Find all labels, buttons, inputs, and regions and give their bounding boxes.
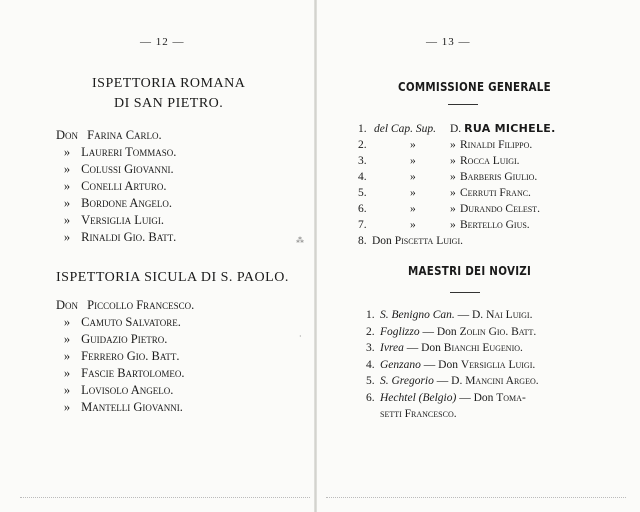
entry-prefix: Don	[56, 298, 79, 312]
list-item	[366, 340, 539, 357]
ditto-mark: »	[63, 213, 71, 227]
entry-name: Guidazio Pietro.	[81, 332, 168, 346]
list-item	[56, 331, 194, 348]
entry-number: 5.	[366, 375, 375, 387]
list-item	[358, 153, 628, 169]
entry-name: Bertello Gius.	[460, 219, 530, 231]
entry-name: Camuto Salvatore.	[81, 315, 181, 329]
list-item	[56, 212, 176, 229]
ditto-mark: »	[63, 315, 71, 329]
list-item	[56, 127, 176, 144]
entry-number: 6.	[358, 203, 367, 215]
list-item	[358, 185, 628, 201]
list-item	[56, 399, 194, 416]
entry-separator: — D.	[454, 309, 487, 321]
entry-separator: — Don	[403, 342, 444, 354]
page-edge-line	[326, 497, 626, 498]
list-item	[366, 406, 539, 423]
list-item	[56, 195, 176, 212]
ditto-mark: »	[63, 349, 71, 363]
section-title-sicula: ISPETTORIA SICULA DI S. PAOLO.	[56, 270, 289, 285]
entry-continuation: setti Francesco.	[380, 408, 457, 420]
ditto-mark: »	[63, 383, 71, 397]
page-edge-line	[20, 497, 310, 498]
entry-name: Rinaldi Gio. Batt.	[81, 230, 177, 244]
list-item	[366, 373, 539, 390]
entry-name: Fascie Bartolomeo.	[81, 366, 185, 380]
entry-name: Lovisolo Angelo.	[81, 383, 174, 397]
entry-place: Ivrea	[380, 342, 404, 354]
list-item	[366, 357, 539, 374]
list-item	[358, 201, 628, 217]
entry-role: del Cap. Sup.	[374, 123, 436, 135]
list-item	[56, 382, 194, 399]
list-item	[358, 137, 628, 153]
sicula-list	[56, 297, 194, 416]
entry-number: 2.	[366, 325, 375, 338]
entry-place: S. Gregorio	[380, 375, 434, 387]
list-item	[366, 390, 539, 407]
ditto-mark: »	[410, 171, 416, 183]
ditto-mark: »	[410, 139, 416, 151]
maestri-heading: MAESTRI DEI NOVIZI	[408, 264, 532, 278]
ditto-mark: »	[63, 332, 71, 346]
ditto-mark: »	[63, 162, 71, 176]
page-number-right: — 13 —	[426, 36, 471, 48]
heading-rule	[448, 104, 478, 105]
entry-number: 7.	[358, 219, 367, 231]
ditto-mark: »	[450, 155, 456, 167]
list-item	[366, 324, 539, 341]
entry-separator: — Don	[456, 391, 497, 404]
entry-name: Bordone Angelo.	[81, 196, 173, 210]
ditto-mark: »	[410, 219, 416, 231]
entry-number: 2.	[358, 139, 367, 151]
entry-name: Laureri Tommaso.	[81, 145, 177, 159]
ditto-mark: »	[63, 400, 71, 414]
ditto-mark: »	[410, 155, 416, 167]
commissione-list	[358, 121, 628, 249]
entry-number: 1.	[358, 123, 367, 135]
ditto-mark: »	[63, 366, 71, 380]
entry-number: 6.	[366, 391, 375, 404]
entry-name: Durando Celest.	[460, 203, 540, 215]
entry-number: 3.	[358, 155, 367, 167]
list-item	[56, 229, 176, 246]
ditto-mark: »	[450, 219, 456, 231]
ditto-mark: »	[63, 230, 71, 244]
right-page	[316, 0, 640, 512]
page-number-left: — 12 —	[140, 36, 185, 48]
list-item	[358, 121, 628, 137]
print-speck: ·	[299, 332, 302, 341]
maestri-list	[366, 307, 539, 423]
list-item	[56, 297, 194, 314]
entry-name: Farina Carlo.	[87, 128, 162, 142]
entry-number: 8.	[358, 235, 367, 247]
list-item	[358, 233, 628, 249]
entry-name: Piccollo Francesco.	[87, 298, 195, 312]
entry-place: Hechtel (Belgio)	[380, 391, 457, 404]
entry-name: Rocca Luigi.	[460, 155, 520, 167]
entry-number: 5.	[358, 187, 367, 199]
entry-name: Bianchi Eugenio.	[443, 342, 523, 354]
entry-separator: — Don	[420, 358, 461, 371]
entry-name: Colussi Giovanni.	[81, 162, 174, 176]
ditto-mark: »	[450, 187, 456, 199]
ditto-mark: »	[63, 179, 71, 193]
entry-name: Rinaldi Filippo.	[460, 139, 533, 151]
entry-number: 1.	[366, 309, 375, 321]
print-speck: ⁂	[296, 236, 304, 245]
entry-name: RUA MICHELE.	[464, 122, 556, 135]
entry-separator: — Don	[419, 325, 460, 338]
entry-name: Versiglia Luigi.	[81, 213, 165, 227]
entry-name: Toma-	[496, 391, 526, 404]
ditto-mark: »	[63, 196, 71, 210]
left-page	[0, 0, 316, 512]
entry-name: Mancini Argeo.	[465, 375, 539, 387]
list-item	[56, 365, 194, 382]
ditto-mark: »	[450, 203, 456, 215]
entry-name: Nai Luigi.	[486, 309, 533, 321]
entry-name: Versiglia Luigi.	[460, 358, 536, 371]
ditto-mark: »	[410, 187, 416, 199]
list-item	[56, 144, 176, 161]
commissione-heading: COMMISSIONE GENERALE	[398, 80, 551, 94]
heading-rule	[450, 292, 480, 293]
entry-name: Piscetta Luigi.	[394, 235, 463, 247]
entry-number: 4.	[366, 358, 375, 371]
romana-list	[56, 127, 176, 246]
entry-name: Mantelli Giovanni.	[81, 400, 183, 414]
ditto-mark: »	[450, 171, 456, 183]
entry-name: Barberis Giulio.	[460, 171, 538, 183]
entry-number: 3.	[366, 342, 375, 354]
list-item	[358, 169, 628, 185]
list-item	[56, 348, 194, 365]
ditto-mark: »	[410, 203, 416, 215]
section-title-romana-line1: ISPETTORIA ROMANA	[92, 76, 246, 91]
list-item	[366, 307, 539, 324]
entry-separator: — D.	[433, 375, 466, 387]
entry-name: Zolin Gio. Batt.	[459, 325, 537, 338]
entry-place: Foglizzo	[380, 325, 420, 338]
list-item	[56, 178, 176, 195]
entry-name: Conelli Arturo.	[81, 179, 167, 193]
entry-place: S. Benigno Can.	[380, 309, 455, 321]
section-title-romana-line2: DI SAN PIETRO.	[114, 96, 224, 111]
entry-number: 4.	[358, 171, 367, 183]
list-item	[56, 161, 176, 178]
ditto-mark: »	[450, 139, 456, 151]
entry-prefix: Don	[56, 128, 79, 142]
ditto-mark: »	[63, 145, 71, 159]
entry-name: Cerruti Franc.	[460, 187, 531, 199]
entry-prefix: Don	[372, 235, 392, 247]
list-item	[358, 217, 628, 233]
entry-name: Ferrero Gio. Batt.	[81, 349, 180, 363]
entry-place: Genzano	[380, 358, 421, 371]
list-item	[56, 314, 194, 331]
entry-prefix: D.	[450, 123, 462, 135]
